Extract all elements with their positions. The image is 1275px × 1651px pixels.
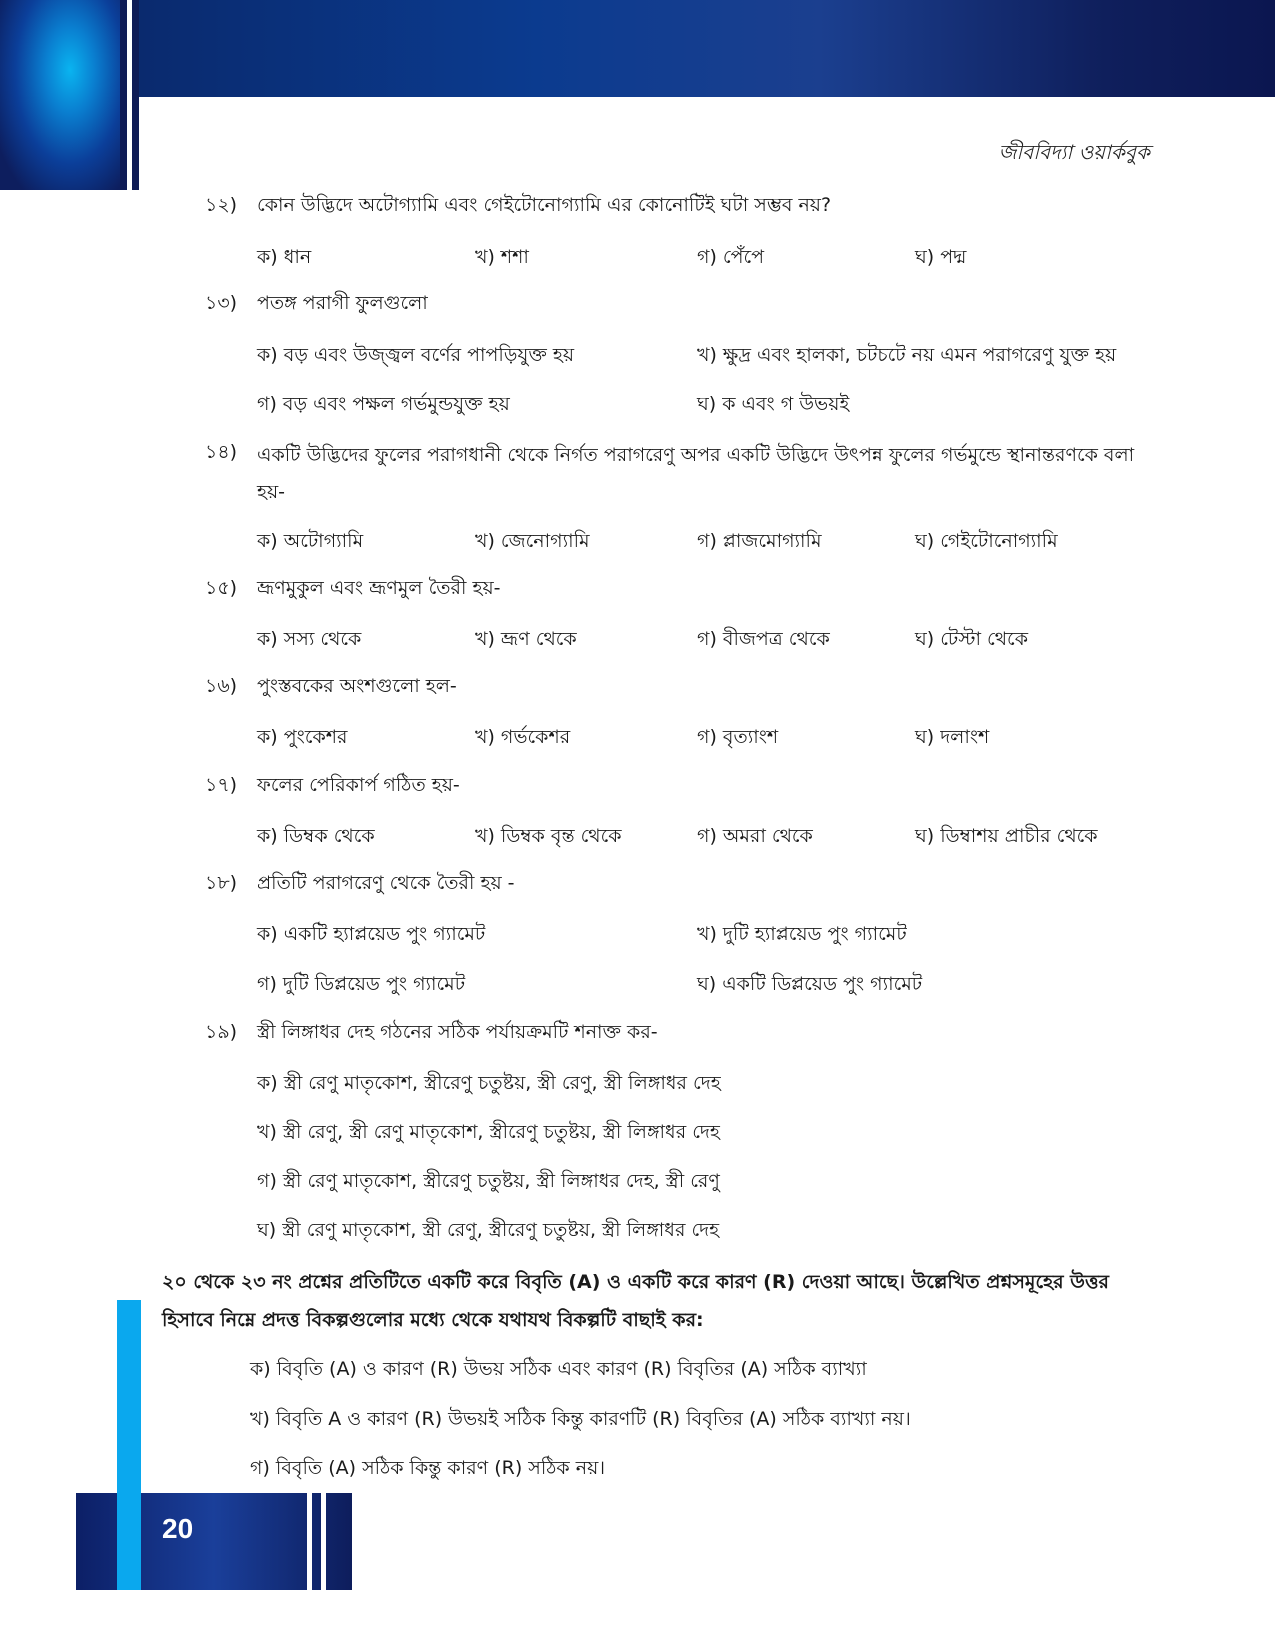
question-text: প্রতিটি পরাগরেণু থেকে তৈরী হয় -	[257, 872, 515, 894]
question-number: ১৪)	[205, 441, 238, 463]
option: খ) ভ্রূণ থেকে	[475, 628, 577, 650]
instruction-line: ২০ থেকে ২৩ নং প্রশ্নের প্রতিটিতে একটি করে বিবৃতি (A) ও একটি করে কারণ (R) দেওয়া আছে। উল্লেখিত প্রশ্নসমূহের উত্তর	[162, 1271, 1109, 1293]
option: গ) প্লাজমোগ্যামি	[697, 530, 822, 552]
question-text: পুংস্তবকের অংশগুলো হল-	[257, 675, 457, 697]
question-number: ১৫)	[205, 577, 238, 599]
footer-cyan-bar-decoration	[117, 1300, 141, 1590]
footer-gap-decoration	[307, 1493, 312, 1590]
footer-gap-decoration	[321, 1493, 326, 1590]
option: খ) শশা	[475, 246, 529, 268]
header-bar-decoration	[120, 0, 127, 190]
option: খ) ক্ষুদ্র এবং হালকা, চটচটে নয় এমন পরাগরেণু যুক্ত হয়	[697, 344, 1117, 366]
question-text: ভ্রূণমুকুল এবং ভ্রূণমুল তৈরী হয়-	[257, 577, 501, 599]
option: ক) পুংকেশর	[257, 726, 348, 748]
header-bar-decoration	[132, 0, 139, 190]
option: গ) বিবৃতি (A) সঠিক কিন্তু কারণ (R) সঠিক নয়।	[250, 1457, 606, 1479]
question-text: পতঙ্গ পরাগী ফুলগুলো	[257, 292, 428, 314]
option: খ) ডিম্বক বৃন্ত থেকে	[475, 825, 622, 847]
option: ক) একটি হ্যাপ্লয়েড পুং গ্যামেট	[257, 923, 486, 945]
option: ঘ) একটি ডিপ্লয়েড পুং গ্যামেট	[697, 973, 923, 995]
option: খ) বিবৃতি A ও কারণ (R) উভয়ই সঠিক কিন্তু কারণটি (R) বিবৃতির (A) সঠিক ব্যাখ্যা নয়।	[250, 1408, 911, 1430]
option: গ) পেঁপে	[697, 246, 765, 268]
option: ঘ) পদ্ম	[915, 246, 967, 268]
option: ক) বিবৃতি (A) ও কারণ (R) উভয় সঠিক এবং কারণ (R) বিবৃতির (A) সঠিক ব্যাখ্যা	[250, 1358, 867, 1380]
option: ঘ) টেস্টা থেকে	[915, 628, 1028, 650]
option: ক) স্ত্রী রেণু মাতৃকোশ, স্ত্রীরেণু চতুষ্টয়, স্ত্রী রেণু, স্ত্রী লিঙ্গাধর দেহ	[257, 1072, 721, 1094]
page-number: 20	[162, 1513, 194, 1544]
option: গ) দুটি ডিপ্লয়েড পুং গ্যামেট	[257, 973, 466, 995]
question-number: ১৯)	[205, 1021, 238, 1043]
option: ক) বড় এবং উজ্জ্বল বর্ণের পাপড়িযুক্ত হয়	[257, 344, 575, 366]
question-number: ১৬)	[205, 675, 238, 697]
option: গ) বীজপত্র থেকে	[697, 628, 830, 650]
option: গ) বড় এবং পক্ষল গর্ভমুন্ডযুক্ত হয়	[257, 393, 510, 415]
option: গ) স্ত্রী রেণু মাতৃকোশ, স্ত্রীরেণু চতুষ্টয়, স্ত্রী লিঙ্গাধর দেহ, স্ত্রী রেণু	[257, 1170, 720, 1192]
question-text: একটি উদ্ভিদের ফুলের পরাগধানী থেকে নির্গত পরাগরেণু অপর একটি উদ্ভিদে উৎপন্ন ফুলের গর্ভমুন্ডে স্থানান্তরণকে বলা হয়-	[257, 444, 1135, 503]
book-title: জীববিদ্যা ওয়ার্কবুক	[998, 140, 1150, 164]
option: ঘ) স্ত্রী রেণু মাতৃকোশ, স্ত্রী রেণু, স্ত্রীরেণু চতুষ্টয়, স্ত্রী লিঙ্গাধর দেহ	[257, 1219, 720, 1241]
option: ক) ডিম্বক থেকে	[257, 825, 375, 847]
option: ঘ) গেইটোনোগ্যামি	[915, 530, 1058, 552]
header-glow-decoration	[0, 0, 120, 190]
option: ক) অটোগ্যামি	[257, 530, 364, 552]
option: ক) ধান	[257, 246, 312, 268]
question-number: ১৭)	[205, 774, 238, 796]
option: ক) সস্য থেকে	[257, 628, 362, 650]
option: খ) জেনোগ্যামি	[475, 530, 590, 552]
question-text: স্ত্রী লিঙ্গাধর দেহ গঠনের সঠিক পর্যায়ক্রমটি শনাক্ত কর-	[257, 1021, 658, 1043]
question-number: ১৩)	[205, 292, 238, 314]
question-number: ১৮)	[205, 872, 238, 894]
option: গ) বৃত্যাংশ	[697, 726, 779, 748]
option: খ) গর্ভকেশর	[475, 726, 571, 748]
question-text: ফলের পেরিকার্প গঠিত হয়-	[257, 774, 460, 796]
option: ঘ) ডিম্বাশয় প্রাচীর থেকে	[915, 825, 1098, 847]
question-text: কোন উদ্ভিদে অটোগ্যামি এবং গেইটোনোগ্যামি এর কোনোটিই ঘটা সম্ভব নয়?	[257, 194, 832, 216]
option: ঘ) ক এবং গ উভয়ই	[697, 393, 850, 415]
option: ঘ) দলাংশ	[915, 726, 990, 748]
instruction-line: হিসাবে নিম্নে প্রদত্ত বিকল্পগুলোর মধ্যে থেকে যথাযথ বিকল্পটি বাছাই কর:	[162, 1309, 704, 1331]
option: খ) স্ত্রী রেণু, স্ত্রী রেণু মাতৃকোশ, স্ত্রীরেণু চতুষ্টয়, স্ত্রী লিঙ্গাধর দেহ	[257, 1121, 720, 1143]
header-band-decoration	[138, 0, 1275, 97]
question-number: ১২)	[205, 194, 238, 216]
option: গ) অমরা থেকে	[697, 825, 813, 847]
option: খ) দুটি হ্যাপ্লয়েড পুং গ্যামেট	[697, 923, 907, 945]
